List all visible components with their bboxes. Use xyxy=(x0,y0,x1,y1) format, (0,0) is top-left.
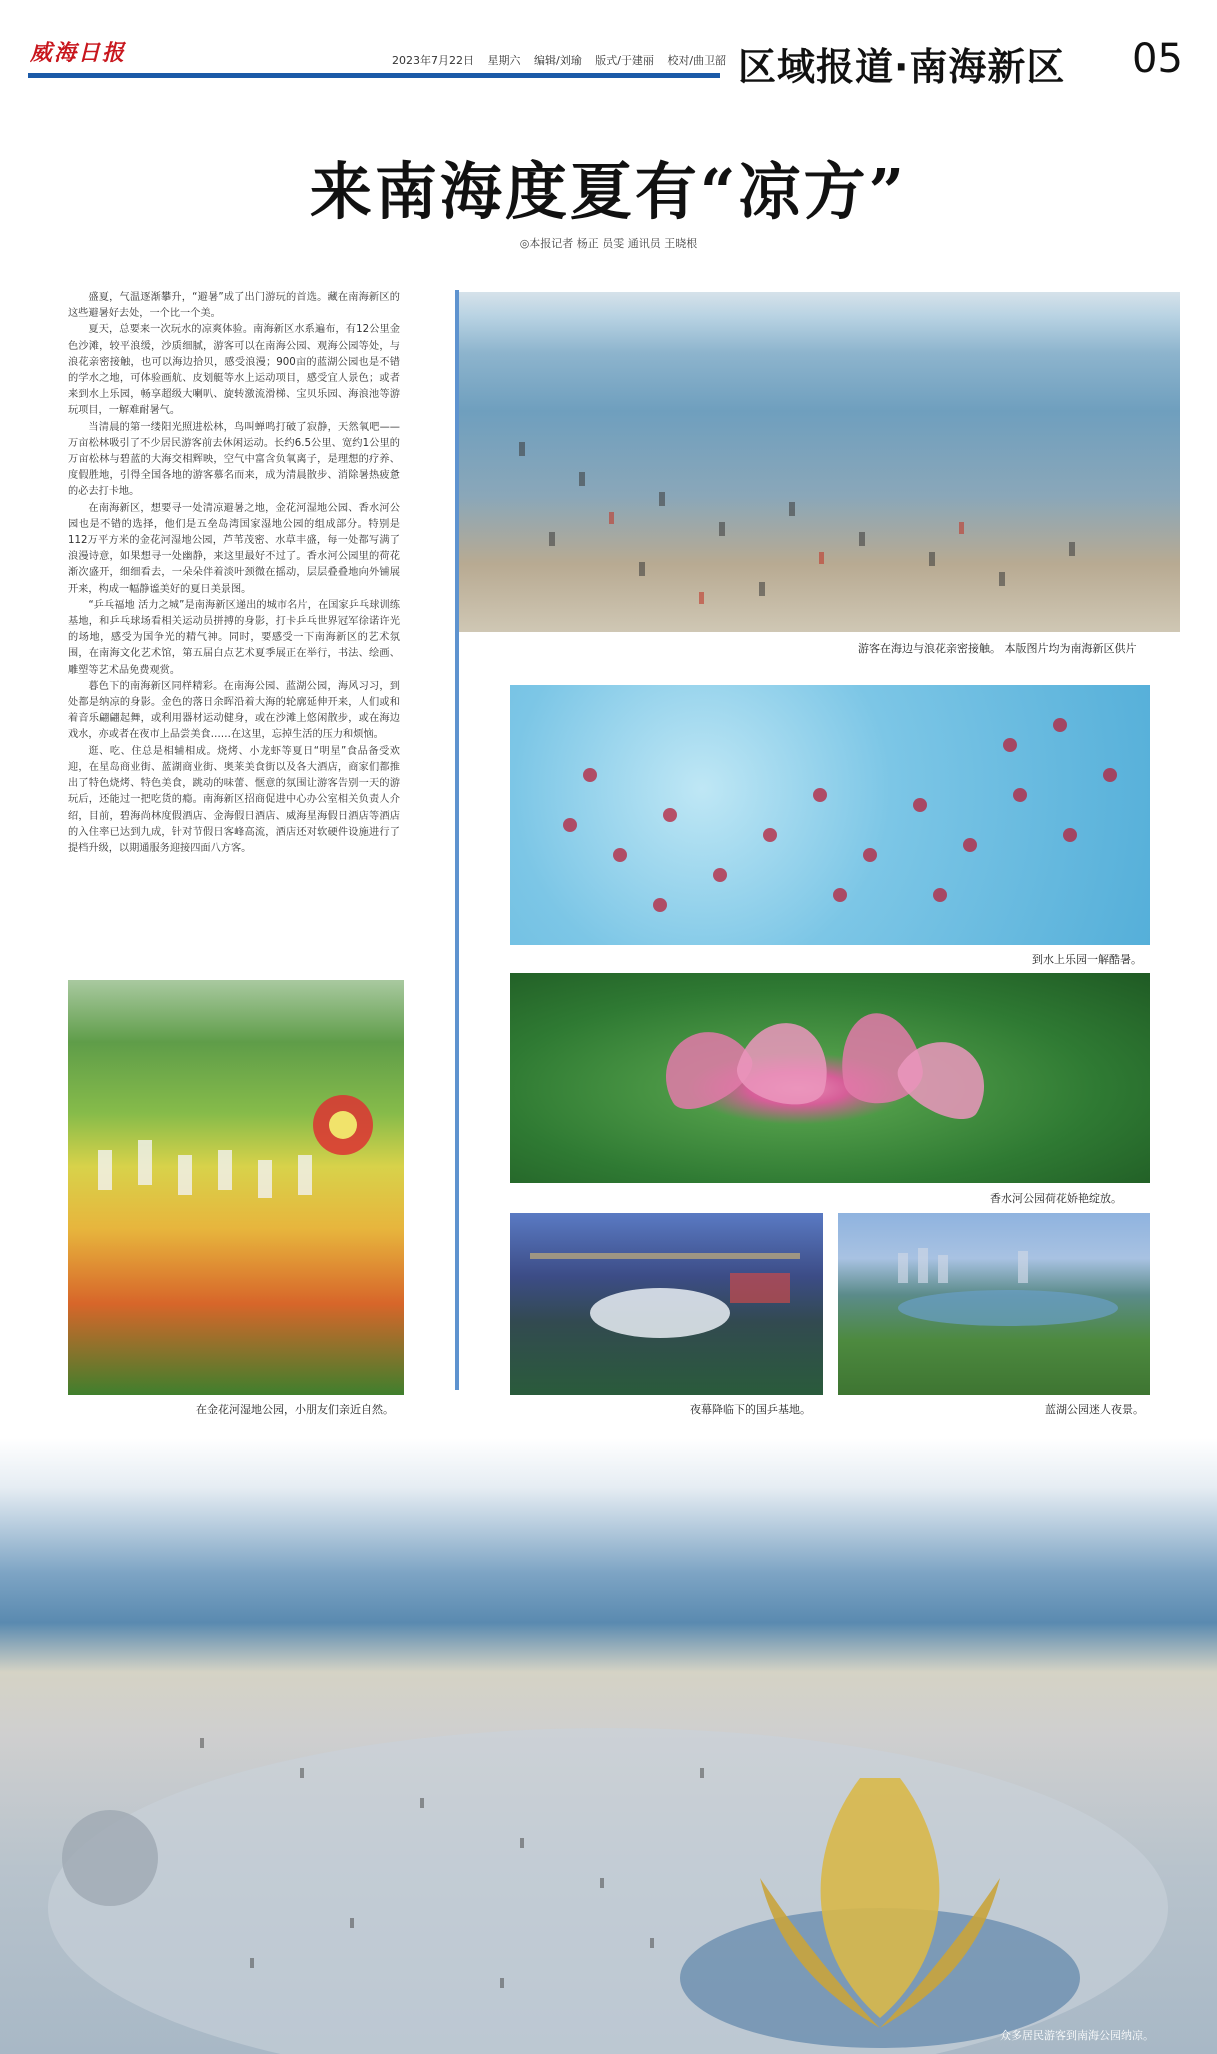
article-paragraph: 逛、吃、住总是相辅相成。烧烤、小龙虾等夏日“明星”食品备受欢迎，在星岛商业街、蓝湖商业街、奥莱美食街以及各大酒店，商家们都推出了特色烧烤、特色美食，跳动的味蕾、惬意的氛围让游客告别一天的游玩后，还能过一把吃货的瘾。南海新区招商促进中心办公室相关负责人介绍，目前，碧海尚林度假酒店、金海假日酒店、威海星海假日酒店等酒店的入住率已达到九成，针对节假日客峰高流，酒店还对软硬件设施进行了提档升级，以期通服务迎接四面八方客。 xyxy=(68,745,400,854)
blue-lake-caption: 蓝湖公园迷人夜景。 xyxy=(1045,1403,1144,1416)
beach-crowd-illustration xyxy=(459,292,1180,632)
table-tennis-base-caption: 夜幕降临下的国乒基地。 xyxy=(690,1403,811,1416)
article-paragraph: 夏天，总要来一次玩水的凉爽体验。南海新区水系遍布，有12公里金色沙滩，较平浪缓，沙质细腻，游客可以在南海公园、观海公园等处，与浪花亲密接触，也可以海边拾贝，感受浪漫；900亩的蓝湖公园也是不错的学水之地，可体验画航、皮划艇等水上运动项目，感受宜人景色；或者来到水上乐园，畅享超级大喇叭、旋转激流滑梯、宝贝乐园、海浪池等游玩项目，一解难耐暑气。 xyxy=(68,324,400,417)
issue-date: 2023年7月22日 xyxy=(392,54,474,67)
article-paragraph: 在南海新区，想要寻一处清凉避暑之地，金花河湿地公园、香水河公园也是不错的选择，他们是五垒岛湾国家湿地公园的组成部分。特别是112万平方米的金花河湿地公园，芦苇茂密、水草丰盛，每一处都写满了浪漫诗意，如果想寻一处幽静，来这里最好不过了。香水河公园里的荷花渐次盛开，细细看去，一朵朵伴着淡叶颈微在摇动，层层叠叠地向外铺展开来，构成一幅静谧美好的夏日美景图。 xyxy=(68,502,400,595)
headline: 来南海度夏有“凉方” xyxy=(309,155,908,228)
header-rule xyxy=(28,73,720,78)
water-park-caption: 到水上乐园一解酷暑。 xyxy=(1032,953,1142,966)
plaza-caption: 众多居民游客到南海公园纳凉。 xyxy=(1000,2029,1154,2042)
table-tennis-base-night-photo xyxy=(510,1213,823,1395)
night-venue-illustration xyxy=(510,1213,823,1395)
lotus-petal xyxy=(731,1013,839,1114)
article-paragraph: 盛夏，气温逐渐攀升，“避暑”成了出门游玩的首选。藏在南海新区的这些避暑好去处，一个比一个美。 xyxy=(68,292,400,320)
article-paragraph: “乒乓福地 活力之城”是南海新区递出的城市名片，在国家乒乓球训练基地，和乒乓球场看相关运动员拼搏的身影，打卡乒乓世界冠军徐诺许光的场地，感受为国争光的精气神。同时，要感受一下南海新区的艺术氛围，在南海文化艺术馆，第五届白点艺术夏季展正在举行，书法、绘画、雕塑等艺术品免费观赏。 xyxy=(68,599,400,676)
nanhai-park-plaza-photo xyxy=(0,1438,1217,2054)
article-paragraph: 暮色下的南海新区同样精彩。在南海公园、蓝湖公园，海风习习，到处都是纳凉的身影。金色的落日余晖沿着大海的轮廓延伸开来，人们或和着音乐翩翩起舞，或利用器材运动健身，或在沙滩上悠闲散步，或在海边戏水，亦或者在夜市上品尝美食……在这里，忘掉生活的压力和烦恼。 xyxy=(68,680,400,741)
wetland-garden-caption: 在金花河湿地公园，小朋友们亲近自然。 xyxy=(196,1403,394,1416)
page-number: 05 xyxy=(1132,36,1183,82)
issue-weekday: 星期六 xyxy=(487,54,521,67)
water-park-photo xyxy=(510,685,1150,945)
lake-park-illustration xyxy=(838,1213,1150,1395)
section-title: 区域报道·南海新区 xyxy=(738,45,1066,89)
byline: ◎本报记者 杨正 员雯 通讯员 王晓根 xyxy=(519,237,698,250)
beach-photo xyxy=(459,292,1180,632)
beach-caption: 游客在海边与浪花亲密接触。 本版图片均为南海新区供片 xyxy=(858,642,1137,655)
newspaper-logo: 威海日报 xyxy=(30,40,127,66)
editor-credit: 编辑/刘瑜 xyxy=(534,54,582,67)
swimmers-illustration xyxy=(510,685,1150,945)
plaza-illustration xyxy=(0,1438,1217,2054)
article-body xyxy=(68,290,400,857)
lotus-photo xyxy=(510,973,1150,1183)
children-flowers-illustration xyxy=(68,980,404,1395)
wetland-garden-photo xyxy=(68,980,404,1395)
blue-lake-park-photo xyxy=(838,1213,1150,1395)
lotus-caption: 香水河公园荷花娇艳绽放。 xyxy=(990,1192,1122,1205)
issue-meta xyxy=(392,52,736,68)
layout-credit: 版式/于建丽 xyxy=(595,54,654,67)
proofreader-credit: 校对/曲卫韶 xyxy=(667,54,727,67)
article-paragraph: 当清晨的第一缕阳光照进松林，鸟叫蝉鸣打破了寂静，天然氧吧——万亩松林吸引了不少居民游客前去休闲运动。长约6.5公里、宽约1公里的万亩松林与碧蓝的大海交相辉映，空气中富含负氧离子，是理想的疗养、度假胜地，引得全国各地的游客慕名而来，成为清晨散步、消除暑热疲惫的必去打卡地。 xyxy=(68,421,400,498)
